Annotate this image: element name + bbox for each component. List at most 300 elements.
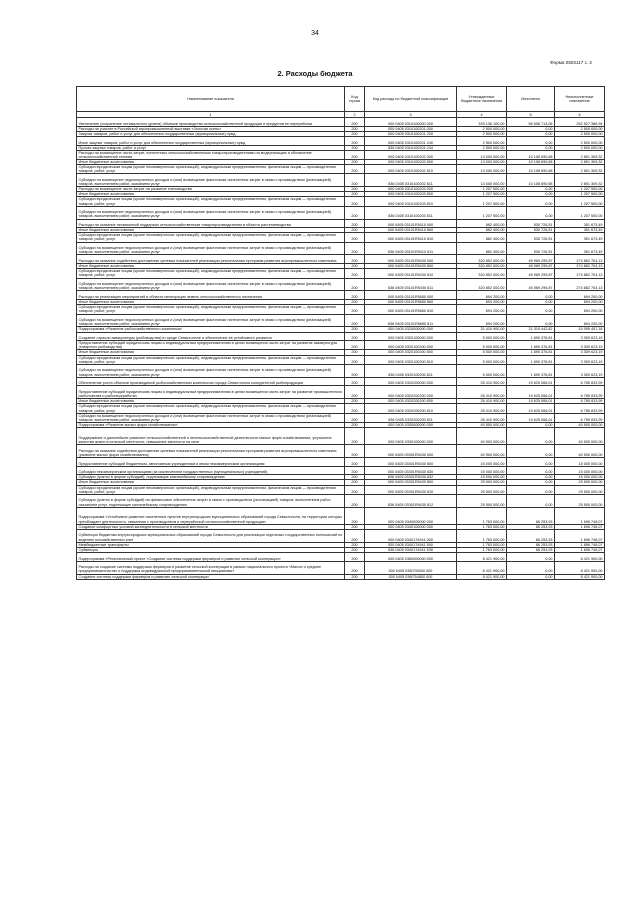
remaining-amount-cell: 282 527 386,94 <box>555 118 605 127</box>
table-row <box>77 118 605 127</box>
remaining-amount-cell: 1 696 746,07 <box>555 524 605 529</box>
executed-amount-cell: 66 253,93 <box>507 529 555 542</box>
classification-code-cell: 000 0405 03301R5430 630 <box>365 466 457 475</box>
column-number: 1 <box>77 112 345 118</box>
line-code-cell: 200 <box>345 118 365 127</box>
table-row <box>77 332 605 341</box>
line-code-cell: 200 <box>345 529 365 542</box>
executed-amount-cell: 45 969 295,87 <box>507 278 555 291</box>
classification-code-cell: 000 0405 03301R5430 600 <box>365 457 457 466</box>
executed-amount-cell: 66 253,93 <box>507 542 555 547</box>
indicator-name-cell: Закупка товаров, работ и услуг для обеспечения государственных (муниципальных) нужд <box>77 131 345 136</box>
table-row <box>77 233 605 242</box>
executed-amount-cell: 66 253,93 <box>507 547 555 552</box>
line-code-cell: 200 <box>345 494 365 507</box>
indicator-name-cell: Субсидии на возмещение недополученных доходов и (или) возмещение фактически понесенных затрат в связи с производством (реализацией) товаров, выполнением работ, оказанием услуг <box>77 206 345 219</box>
approved-amount-cell: 31 410 900,00 <box>457 327 507 332</box>
table-row <box>77 269 605 278</box>
line-code-cell: 200 <box>345 187 365 192</box>
line-code-cell: 200 <box>345 413 365 422</box>
table-row <box>77 242 605 255</box>
executed-amount-cell: 19 625 066,01 <box>507 386 555 399</box>
line-code-cell: 200 <box>345 364 365 377</box>
table-row <box>77 466 605 475</box>
indicator-name-cell: Субвенции бюджетам внутригородских муниципальных образований города Севастополя для реализации отдельных государственных полномочий по ведению похозяйственных книг <box>77 529 345 542</box>
approved-amount-cell: 1 763 000,00 <box>457 542 507 547</box>
classification-code-cell: 000 0405 0310100202 800 <box>365 160 457 165</box>
remaining-amount-cell: 6 785 833,99 <box>555 399 605 404</box>
remaining-amount-cell: 15 000 000,00 <box>555 466 605 475</box>
executed-amount-cell: 530 726,51 <box>507 242 555 255</box>
table-row <box>77 377 605 386</box>
executed-amount-cell: 10 108 690,68 <box>507 160 555 165</box>
table-row <box>77 255 605 264</box>
executed-amount-cell: 0,00 <box>507 300 555 305</box>
executed-amount-cell: 1 690 376,81 <box>507 332 555 341</box>
executed-amount-cell: 530 726,51 <box>507 233 555 242</box>
line-code-cell: 200 <box>345 165 365 174</box>
indicator-name-cell: Субсидии на возмещение недополученных доходов и (или) возмещение фактически понесенных затрат в связи с производством (реализацией) товаров, выполнением работ, оказанием услуг <box>77 364 345 377</box>
executed-amount-cell: 0,00 <box>507 187 555 192</box>
classification-code-cell: 000 0405 03101R5680 800 <box>365 300 457 305</box>
executed-amount-cell: 0,00 <box>507 574 555 579</box>
line-code-cell: 200 <box>345 427 365 444</box>
executed-amount-cell: 1 690 376,81 <box>507 364 555 377</box>
line-code-cell: 200 <box>345 278 365 291</box>
classification-code-cell: 000 0405 0330100000 000 <box>365 427 457 444</box>
executed-amount-cell: 530 726,51 <box>507 228 555 233</box>
indicator-name-cell: Иные бюджетные ассигнования <box>77 228 345 233</box>
classification-code-cell: 836 0405 0320200200 811 <box>365 413 457 422</box>
indicator-name-cell: Субвенции <box>77 547 345 552</box>
approved-amount-cell: 320 852 000,00 <box>457 278 507 291</box>
line-code-cell: 200 <box>345 174 365 187</box>
remaining-amount-cell: 274 882 704,13 <box>555 269 605 278</box>
line-code-cell: 200 <box>345 399 365 404</box>
line-code-cell: 200 <box>345 422 365 427</box>
executed-amount-cell: 0,00 <box>507 427 555 444</box>
line-code-cell: 200 <box>345 160 365 165</box>
classification-code-cell: 000 0405 03101R5410 810 <box>365 233 457 242</box>
approved-amount-cell: 882 400,00 <box>457 233 507 242</box>
indicator-name-cell: Субсидии юридическим лицам (кроме некоммерческих организаций), индивидуальным предпринимателям, физическим лицам — производителям товаров, работ, услуг <box>77 197 345 206</box>
approved-amount-cell: 15 000 000,00 <box>457 475 507 480</box>
classification-code-cell: 836 0405 03101R5430 811 <box>365 278 457 291</box>
remaining-amount-cell: 25 500 000,00 <box>555 480 605 485</box>
executed-amount-cell: 10 108 690,68 <box>507 150 555 159</box>
approved-amount-cell: 1 207 500,00 <box>457 192 507 197</box>
remaining-amount-cell: 25 500 000,00 <box>555 485 605 494</box>
approved-amount-cell: 13 000 000,00 <box>457 174 507 187</box>
classification-code-cell: 000 0405 0310100201 240 <box>365 136 457 145</box>
executed-amount-cell: 21 315 442,82 <box>507 327 555 332</box>
executed-amount-cell: 66 253,93 <box>507 524 555 529</box>
indicator-name-cell: Иные бюджетные ассигнования <box>77 160 345 165</box>
classification-code-cell: 000 0405 0360000000 000 <box>365 552 457 561</box>
executed-amount-cell: 66 253,93 <box>507 507 555 524</box>
approved-amount-cell: 26 410 900,00 <box>457 377 507 386</box>
executed-amount-cell: 0,00 <box>507 480 555 485</box>
indicator-name-cell: Увеличение (сохранение оптимального уровня) объемов производства сельскохозяйственной продукции и продуктов ее переработки <box>77 118 345 127</box>
indicator-name-cell: Расходы на оказание содействия достижению целевых показателей реализации региональных программ развития агропромышленного комплекса <box>77 255 345 264</box>
classification-code-cell: 836 0405 0310100202 811 <box>365 174 457 187</box>
table-row <box>77 427 605 444</box>
table-row <box>77 341 605 350</box>
remaining-amount-cell: 1 207 500,00 <box>555 197 605 206</box>
remaining-amount-cell: 1 696 746,07 <box>555 529 605 542</box>
remaining-amount-cell: 3 309 623,19 <box>555 355 605 364</box>
classification-code-cell: 836 0405 0320100200 811 <box>365 364 457 377</box>
executed-amount-cell: 45 969 295,87 <box>507 264 555 269</box>
approved-amount-cell: 13 000 000,00 <box>457 165 507 174</box>
approved-amount-cell: 694 200,00 <box>457 300 507 305</box>
classification-code-cell: 000 0405 03101R5430 000 <box>365 255 457 264</box>
classification-code-cell: 000 0405 036I754800 000 <box>365 574 457 579</box>
remaining-amount-cell: 6 785 833,99 <box>555 413 605 422</box>
classification-code-cell: 000 0405 0320000000 000 <box>365 327 457 332</box>
line-code-cell: 200 <box>345 457 365 466</box>
remaining-amount-cell: 6 785 833,99 <box>555 377 605 386</box>
budget-expenditures-table <box>76 86 605 580</box>
table-row <box>77 136 605 145</box>
classification-code-cell: 000 0405 03301R5430 800 <box>365 480 457 485</box>
remaining-amount-cell: 274 882 704,13 <box>555 278 605 291</box>
executed-amount-cell: 19 625 066,01 <box>507 399 555 404</box>
remaining-amount-cell: 1 207 500,00 <box>555 206 605 219</box>
table-row <box>77 364 605 377</box>
remaining-amount-cell: 15 000 000,00 <box>555 457 605 466</box>
line-code-cell: 200 <box>345 480 365 485</box>
table-row <box>77 150 605 159</box>
approved-amount-cell: 15 000 000,00 <box>457 466 507 475</box>
classification-code-cell: 836 0405 03301R5430 812 <box>365 494 457 507</box>
remaining-amount-cell: 3 309 623,19 <box>555 332 605 341</box>
indicator-name-cell: Расходы на возмещение части затрат, понесенных сельскохозяйственными товаропроизводителями на модернизацию и обновление сельскохозяйственной техники <box>77 150 345 159</box>
indicator-name-cell: Субсидии юридическим лицам (кроме некоммерческих организаций), индивидуальным предпринимателям, физическим лицам — производителям товаров, работ, услуг <box>77 233 345 242</box>
remaining-amount-cell: 40 500 000,00 <box>555 422 605 427</box>
remaining-amount-cell: 274 882 704,13 <box>555 264 605 269</box>
executed-amount-cell: 0,00 <box>507 145 555 150</box>
column-number: 3 <box>365 112 457 118</box>
approved-amount-cell: 26 410 900,00 <box>457 413 507 422</box>
classification-code-cell: 836 0405 0310100203 811 <box>365 206 457 219</box>
remaining-amount-cell: 40 500 000,00 <box>555 427 605 444</box>
line-code-cell: 200 <box>345 355 365 364</box>
approved-amount-cell: 40 500 000,00 <box>457 427 507 444</box>
line-code-cell: 200 <box>345 485 365 494</box>
executed-amount-cell: 10 108 690,68 <box>507 165 555 174</box>
classification-code-cell: 836 0405 0310100201 244 <box>365 145 457 150</box>
approved-amount-cell: 25 500 000,00 <box>457 485 507 494</box>
classification-code-cell: 000 0405 0340174941 000 <box>365 529 457 542</box>
table-row <box>77 413 605 422</box>
line-code-cell: 200 <box>345 466 365 475</box>
line-code-cell: 200 <box>345 300 365 305</box>
remaining-amount-cell: 351 673,49 <box>555 242 605 255</box>
page-number: 34 <box>311 30 319 37</box>
table-row <box>77 457 605 466</box>
executed-amount-cell: 19 625 066,01 <box>507 377 555 386</box>
line-code-cell: 200 <box>345 314 365 327</box>
approved-amount-cell: 320 852 000,00 <box>457 255 507 264</box>
approved-amount-cell: 5 000 000,00 <box>457 350 507 355</box>
classification-code-cell: 000 0405 03101R5410 800 <box>365 228 457 233</box>
line-code-cell: 200 <box>345 404 365 413</box>
remaining-amount-cell: 2 891 309,32 <box>555 165 605 174</box>
line-code-cell: 200 <box>345 542 365 547</box>
remaining-amount-cell: 3 309 623,19 <box>555 350 605 355</box>
classification-code-cell: 000 0405 0310100000 000 <box>365 118 457 127</box>
indicator-name-cell: Предоставление субсидий бюджетным, автономным учреждениям и иным некоммерческим организациям <box>77 457 345 466</box>
table-row <box>77 561 605 574</box>
classification-code-cell: 000 0405 0340174941 500 <box>365 542 457 547</box>
indicator-name-cell: Субсидии юридическим лицам (кроме некоммерческих организаций), индивидуальным предпринимателям, физическим лицам — производителям товаров, работ, услуг <box>77 355 345 364</box>
classification-code-cell: 000 0405 0310100203 800 <box>365 192 457 197</box>
table-row <box>77 529 605 542</box>
indicator-name-cell: Расходы на оказание содействия достижению целевых показателей реализации региональных программ развития агропромышленного комплекса (развитие малых форм хозяйствования) <box>77 444 345 457</box>
indicator-name-cell: Подпрограмма «Региональный проект «Создание системы поддержки фермеров и развитие сельской кооперации» <box>77 552 345 561</box>
approved-amount-cell: 1 207 500,00 <box>457 197 507 206</box>
indicator-name-cell: Субсидии некоммерческим организациям (за исключением государственных (муниципальных) учреждений) <box>77 466 345 475</box>
table-row <box>77 485 605 494</box>
classification-code-cell: 000 0405 036I700000 000 <box>365 561 457 574</box>
indicator-name-cell: Создание отрасли аквакультуры (рыбоводства) в городе Севастополе и обеспечение ее устойчивого развития <box>77 332 345 341</box>
executed-amount-cell: 0,00 <box>507 485 555 494</box>
approved-amount-cell: 5 000 000,00 <box>457 355 507 364</box>
executed-amount-cell: 0,00 <box>507 552 555 561</box>
indicator-name-cell: Иные бюджетные ассигнования <box>77 300 345 305</box>
line-code-cell: 200 <box>345 126 365 131</box>
line-code-cell: 200 <box>345 524 365 529</box>
remaining-amount-cell: 694 200,00 <box>555 300 605 305</box>
line-code-cell: 200 <box>345 131 365 136</box>
approved-amount-cell: 15 000 000,00 <box>457 457 507 466</box>
table-row <box>77 305 605 314</box>
approved-amount-cell: 1 763 000,00 <box>457 524 507 529</box>
indicator-name-cell: Субсидии юридическим лицам (кроме некоммерческих организаций), индивидуальным предпринимателям, физическим лицам — производителям товаров, работ, услуг <box>77 485 345 494</box>
remaining-amount-cell: 8 421 900,00 <box>555 574 605 579</box>
line-code-cell: 200 <box>345 332 365 341</box>
classification-code-cell: 000 0405 0310100202 000 <box>365 150 457 159</box>
approved-amount-cell: 694 200,00 <box>457 314 507 327</box>
classification-code-cell: 000 0405 0310100203 000 <box>365 187 457 192</box>
indicator-name-cell: Обеспечение роста объемов производимой рыбохозяйственным комплексом города Севастополя конкурентной рыбопродукции <box>77 377 345 386</box>
classification-code-cell: 000 0405 0320200200 810 <box>365 404 457 413</box>
indicator-name-cell: Расходы на участие в Российской агропромышленной выставке «Золотая осень» <box>77 126 345 131</box>
remaining-amount-cell: 2 891 309,32 <box>555 150 605 159</box>
header-indicator-name: Наименование показателя <box>77 87 345 112</box>
approved-amount-cell: 40 500 000,00 <box>457 444 507 457</box>
executed-amount-cell: 0,00 <box>507 206 555 219</box>
approved-amount-cell: 2 500 000,00 <box>457 126 507 131</box>
approved-amount-cell: 320 852 000,00 <box>457 269 507 278</box>
table-row <box>77 494 605 507</box>
remaining-amount-cell: 40 500 000,00 <box>555 444 605 457</box>
executed-amount-cell: 0,00 <box>507 475 555 480</box>
approved-amount-cell: 25 500 000,00 <box>457 480 507 485</box>
classification-code-cell: 000 0405 0310100203 810 <box>365 197 457 206</box>
executed-amount-cell: 19 625 066,01 <box>507 413 555 422</box>
approved-amount-cell: 13 000 000,00 <box>457 150 507 159</box>
executed-amount-cell: 0,00 <box>507 197 555 206</box>
classification-code-cell: 000 0405 03101R5680 810 <box>365 305 457 314</box>
approved-amount-cell: 882 400,00 <box>457 219 507 228</box>
remaining-amount-cell: 3 309 623,19 <box>555 341 605 350</box>
line-code-cell: 200 <box>345 552 365 561</box>
approved-amount-cell: 1 763 000,00 <box>457 547 507 552</box>
indicator-name-cell: Субсидии (гранты в форме субсидий) на финансовое обеспечение затрат в связи с производством (реализацией) товаров, выполнением работ, оказанием услуг, подлежащие казначейскому сопровождению <box>77 494 345 507</box>
remaining-amount-cell: 2 500 000,00 <box>555 126 605 131</box>
remaining-amount-cell: 1 696 746,07 <box>555 542 605 547</box>
approved-amount-cell: 26 410 900,00 <box>457 386 507 399</box>
column-number: 5 <box>507 112 555 118</box>
line-code-cell: 200 <box>345 233 365 242</box>
classification-code-cell: 000 0405 0340000000 000 <box>365 507 457 524</box>
table-row <box>77 552 605 561</box>
line-code-cell: 200 <box>345 150 365 159</box>
remaining-amount-cell: 6 785 833,99 <box>555 386 605 399</box>
indicator-name-cell: Расходы на реализацию мероприятий в области мелиорации земель сельскохозяйственного назначения <box>77 291 345 300</box>
indicator-name-cell: Прочая закупка товаров, работ и услуг <box>77 145 345 150</box>
approved-amount-cell: 1 207 500,00 <box>457 206 507 219</box>
indicator-name-cell: Субсидии на возмещение недополученных доходов и (или) возмещение фактически понесенных затрат в связи с производством (реализацией) товаров, выполнением работ, оказанием услуг <box>77 278 345 291</box>
remaining-amount-cell: 1 696 746,07 <box>555 507 605 524</box>
table-row <box>77 165 605 174</box>
indicator-name-cell: Подпрограмма «Развитие малых форм хозяйствования» <box>77 422 345 427</box>
line-code-cell: 200 <box>345 206 365 219</box>
line-code-cell: 200 <box>345 136 365 145</box>
indicator-name-cell: Иные закупки товаров, работ и услуг для обеспечения государственных (муниципальных) нужд <box>77 136 345 145</box>
approved-amount-cell: 8 421 900,00 <box>457 561 507 574</box>
executed-amount-cell: 56 608 713,06 <box>507 118 555 127</box>
table-row <box>77 444 605 457</box>
indicator-name-cell: Подпрограмма «Развитие рыбохозяйственного комплекса» <box>77 327 345 332</box>
approved-amount-cell: 8 421 900,00 <box>457 552 507 561</box>
line-code-cell: 200 <box>345 228 365 233</box>
executed-amount-cell: 0,00 <box>507 457 555 466</box>
line-code-cell: 200 <box>345 377 365 386</box>
remaining-amount-cell: 1 207 500,00 <box>555 192 605 197</box>
line-code-cell: 200 <box>345 561 365 574</box>
approved-amount-cell: 26 410 900,00 <box>457 399 507 404</box>
remaining-amount-cell: 10 095 457,18 <box>555 327 605 332</box>
classification-code-cell: 000 0405 0340100000 000 <box>365 524 457 529</box>
indicator-name-cell: Создание комфортных условий жизнедеятельности в сельской местности <box>77 524 345 529</box>
indicator-name-cell: Расходы на оказание несвязанной поддержки сельскохозяйственным товаропроизводителям в области растениеводства <box>77 219 345 228</box>
approved-amount-cell: 882 400,00 <box>457 242 507 255</box>
classification-code-cell: 000 0405 03101R5680 000 <box>365 291 457 300</box>
table-row <box>77 355 605 364</box>
line-code-cell: 200 <box>345 341 365 350</box>
column-number: 6 <box>555 112 605 118</box>
header-budget-classification-code: Код расхода по бюджетной классификации <box>365 87 457 112</box>
classification-code-cell: 836 0405 03101R5680 811 <box>365 314 457 327</box>
executed-amount-cell: 0,00 <box>507 131 555 136</box>
header-unexecuted-appropriations: Неисполненные назначения <box>555 87 605 112</box>
approved-amount-cell: 2 500 000,00 <box>457 145 507 150</box>
line-code-cell: 200 <box>345 327 365 332</box>
indicator-name-cell: Иные бюджетные ассигнования <box>77 399 345 404</box>
column-number: 2 <box>345 112 365 118</box>
line-code-cell: 200 <box>345 197 365 206</box>
approved-amount-cell: 5 000 000,00 <box>457 364 507 377</box>
approved-amount-cell: 694 200,00 <box>457 305 507 314</box>
table-row <box>77 174 605 187</box>
executed-amount-cell: 0,00 <box>507 192 555 197</box>
table-row <box>77 278 605 291</box>
indicator-name-cell: Предоставление субсидий юридическим лицам и индивидуальным предпринимателям в целях возмещения части затрат на развитие промышленного рыболовства и рыбопереработки <box>77 386 345 399</box>
executed-amount-cell: 0,00 <box>507 136 555 145</box>
classification-code-cell: 000 0405 0310100201 000 <box>365 126 457 131</box>
remaining-amount-cell: 1 207 500,00 <box>555 187 605 192</box>
line-code-cell: 200 <box>345 269 365 278</box>
table-row <box>77 219 605 228</box>
classification-code-cell: 000 0405 0330000000 000 <box>365 422 457 427</box>
classification-code-cell: 000 0405 0310100202 810 <box>365 165 457 174</box>
approved-amount-cell: 40 500 000,00 <box>457 422 507 427</box>
indicator-name-cell: Поддержание и дальнейшее развитие сельскохозяйственной и несельскохозяйственной деятельности малых форм хозяйствования, улучшение качества жизни в сельской местности, повышение занятости на селе <box>77 427 345 444</box>
line-code-cell: 200 <box>345 507 365 524</box>
remaining-amount-cell: 6 785 833,99 <box>555 404 605 413</box>
header-row <box>77 87 605 112</box>
classification-code-cell: 000 0405 03101R5430 800 <box>365 264 457 269</box>
approved-amount-cell: 5 000 000,00 <box>457 341 507 350</box>
indicator-name-cell: Расходы на возмещение части затрат на развитие пчеловодства <box>77 187 345 192</box>
remaining-amount-cell: 25 500 000,00 <box>555 494 605 507</box>
line-code-cell: 200 <box>345 264 365 269</box>
executed-amount-cell: 0,00 <box>507 444 555 457</box>
indicator-name-cell: Расходы на создание системы поддержки фермеров и развитие сельской кооперации в рамках национального проекта «Малое и среднее предпринимательство и поддержка индивидуальной предпринимательской инициативы» <box>77 561 345 574</box>
line-code-cell: 200 <box>345 255 365 264</box>
indicator-name-cell: Субсидии юридическим лицам (кроме некоммерческих организаций), индивидуальным предпринимателям, физическим лицам — производителям товаров, работ, услуг <box>77 404 345 413</box>
indicator-name-cell: Субсидии юридическим лицам (кроме некоммерческих организаций), индивидуальным предпринимателям, физическим лицам — производителям товаров, работ, услуг <box>77 305 345 314</box>
indicator-name-cell: Иные бюджетные ассигнования <box>77 192 345 197</box>
classification-code-cell: 000 0405 0320100200 800 <box>365 350 457 355</box>
line-code-cell: 200 <box>345 305 365 314</box>
indicator-name-cell: Субсидии (гранты в форме субсидий), подлежащие казначейскому сопровождению <box>77 475 345 480</box>
indicator-name-cell: Межбюджетные трансферты <box>77 542 345 547</box>
executed-amount-cell: 0,00 <box>507 494 555 507</box>
line-code-cell: 200 <box>345 386 365 399</box>
remaining-amount-cell: 2 500 000,00 <box>555 131 605 136</box>
approved-amount-cell: 26 410 900,00 <box>457 404 507 413</box>
table-row <box>77 507 605 524</box>
classification-code-cell: 000 0405 0310100201 200 <box>365 131 457 136</box>
line-code-cell: 200 <box>345 219 365 228</box>
indicator-name-cell: Подпрограмма «Устойчивое развитие населенных пунктов внутригородских муниципальных образований города Севастополя, на территории которых преобладает деятельность, связанная с производством и переработкой сельскохозяйственной продукции» <box>77 507 345 524</box>
executed-amount-cell: 0,00 <box>507 466 555 475</box>
classification-code-cell: 000 0405 0320100200 000 <box>365 341 457 350</box>
line-code-cell: 200 <box>345 242 365 255</box>
approved-amount-cell: 320 852 000,00 <box>457 264 507 269</box>
remaining-amount-cell: 1 696 746,07 <box>555 547 605 552</box>
table-row <box>77 314 605 327</box>
table-row <box>77 291 605 300</box>
approved-amount-cell: 694 200,00 <box>457 291 507 300</box>
approved-amount-cell: 8 421 900,00 <box>457 574 507 579</box>
table-row <box>77 574 605 579</box>
indicator-name-cell: Иные бюджетные ассигнования <box>77 264 345 269</box>
section-title: 2. Расходы бюджета <box>277 69 353 78</box>
remaining-amount-cell: 2 500 000,00 <box>555 136 605 145</box>
executed-amount-cell: 1 690 376,81 <box>507 350 555 355</box>
approved-amount-cell: 1 763 000,00 <box>457 507 507 524</box>
classification-code-cell: 836 0405 03101R5410 811 <box>365 242 457 255</box>
header-executed: Исполнено <box>507 87 555 112</box>
remaining-amount-cell: 694 200,00 <box>555 305 605 314</box>
indicator-name-cell: Создание системы поддержки фермеров и развитие сельской кооперации <box>77 574 345 579</box>
remaining-amount-cell: 8 421 900,00 <box>555 552 605 561</box>
